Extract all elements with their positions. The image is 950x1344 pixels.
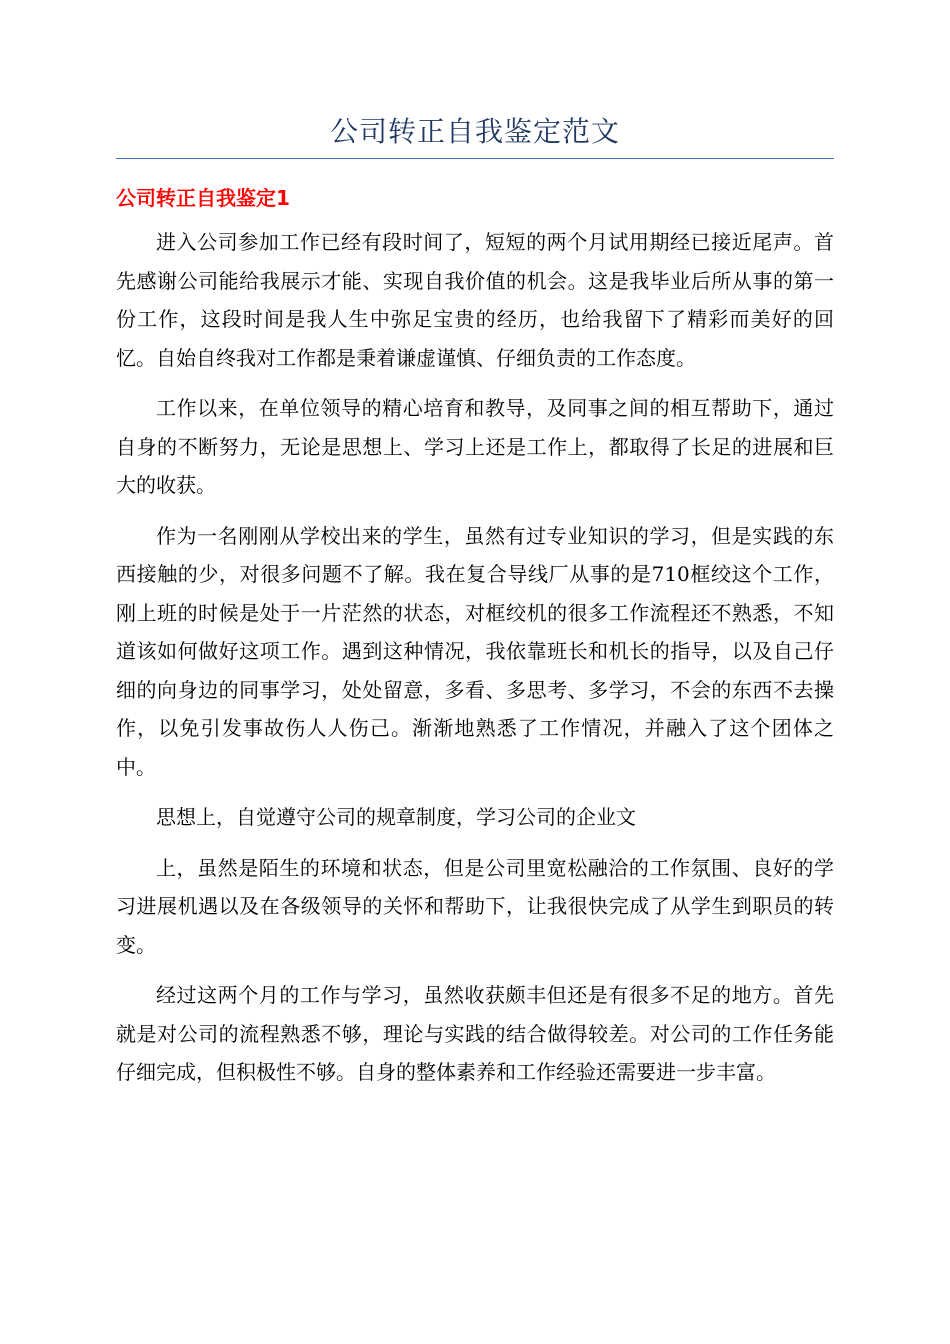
document-title: 公司转正自我鉴定范文 bbox=[329, 115, 620, 148]
paragraph-5: 上，虽然是陌生的环境和状态，但是公司里宽松融洽的工作氛围、良好的学习进展机遇以及在各级领导的关怀和帮助下，让我很快完成了从学生到职员的转变。 bbox=[116, 855, 834, 957]
section-heading: 公司转正自我鉴定1 bbox=[116, 186, 290, 210]
paragraph-3: 作为一名刚刚从学校出来的学生，虽然有过专业知识的学习，但是实践的东西接触的少，对很多问题不了解。我在复合导线厂从事的是710框绞这个工作，刚上班的时候是处于一片茫然的状态，对框绞机的很多工作流程还不熟悉，不知道该如何做好这项工作。遇到这种情况，我依靠班长和机长的指导，以及自己仔细的向身边的同事学习，处处留意，多看、多思考、多学习，不会的东西不去操作，以免引发事故伤人人伤己。渐渐地熟悉了工作情况，并融入了这个团体之中。 bbox=[116, 523, 834, 779]
paragraph-1: 进入公司参加工作已经有段时间了，短短的两个月试用期经已接近尾声。首先感谢公司能给我展示才能、实现自我价值的机会。这是我毕业后所从事的第一份工作，这段时间是我人生中弥足宝贵的经历，也给我留下了精彩而美好的回忆。自始自终我对工作都是秉着谦虚谨慎、仔细负责的工作态度。 bbox=[116, 230, 834, 370]
paragraph-2: 工作以来，在单位领导的精心培育和教导，及同事之间的相互帮助下，通过自身的不断努力，无论是思想上、学习上还是工作上，都取得了长足的进展和巨大的收获。 bbox=[116, 396, 834, 497]
title-underline bbox=[116, 158, 834, 159]
paragraph-4: 思想上，自觉遵守公司的规章制度，学习公司的企业文 bbox=[156, 805, 636, 829]
paragraph-6: 经过这两个月的工作与学习，虽然收获颇丰但还是有很多不足的地方。首先就是对公司的流程熟悉不够，理论与实践的结合做得较差。对公司的工作任务能仔细完成，但积极性不够。自身的整体素养和工作经验还需要进一步丰富。 bbox=[116, 983, 834, 1084]
document-page bbox=[116, 110, 834, 1092]
